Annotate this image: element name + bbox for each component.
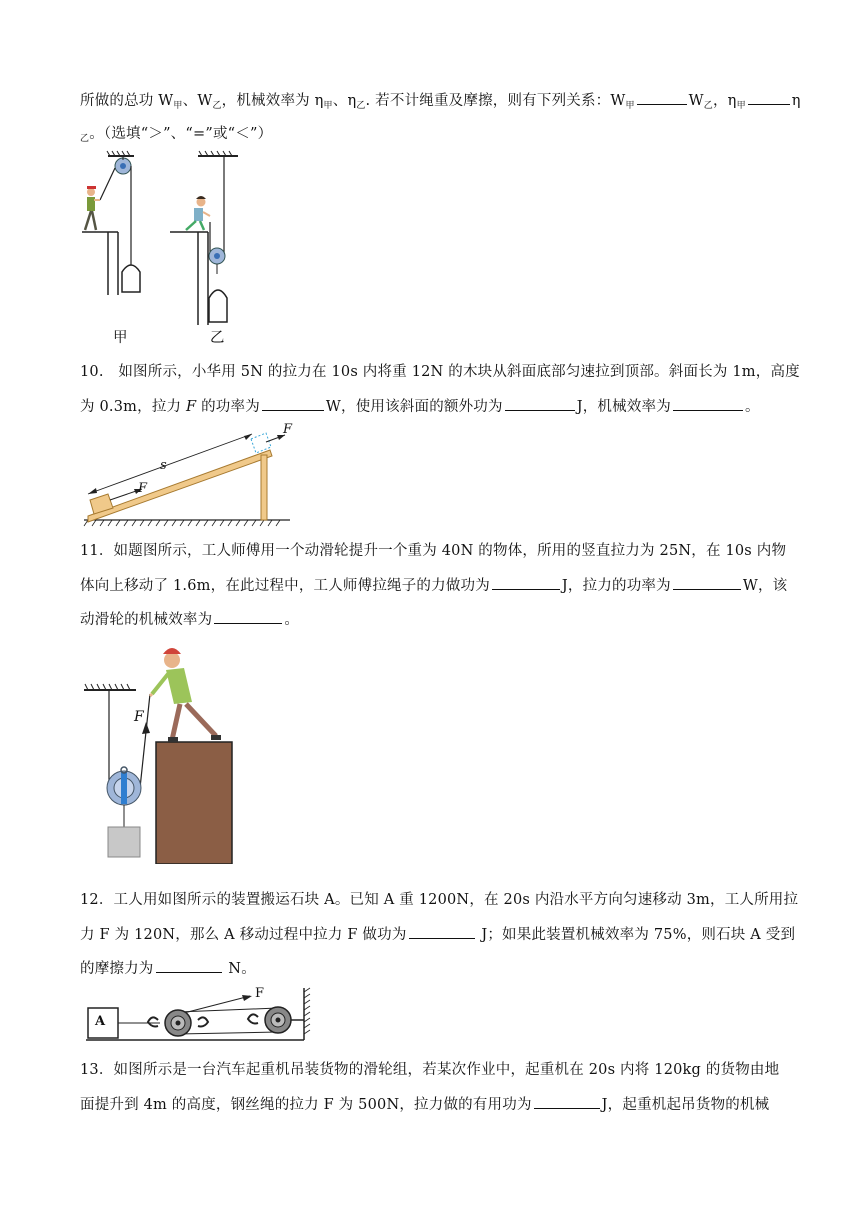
answer-blank[interactable] bbox=[505, 396, 575, 411]
q13-line-2: 面提升到 4m 的高度，钢丝绳的拉力 F 为 500N，拉力做的有用功为 J，起重机起吊货物的机械 bbox=[80, 1094, 780, 1115]
q11-line-1: 11．如题图所示，工人师傅用一个动滑轮提升一个重为 40N 的物体，所用的竖直拉力为 25N，在 10s 内物 bbox=[80, 543, 787, 559]
q10-line-2: 为 0.3m，拉力 F 的功率为 W，使用该斜面的额外功为 J，机械效率为 。 bbox=[80, 396, 780, 417]
q12-pulley-figure bbox=[82, 984, 314, 1046]
q13-line-1: 13．如图所示是一台汽车起重机吊装货物的滑轮组，若某次作业中，起重机在 20s 内将 120kg 的货物由地 bbox=[80, 1062, 780, 1078]
answer-blank[interactable] bbox=[637, 90, 687, 105]
answer-blank[interactable] bbox=[673, 575, 741, 590]
q12-line-2: 力 F 为 120N，那么 A 移动过程中拉力 F 做功为 J；如果此装置机械效率为 75%，则石块 A 受到 bbox=[80, 924, 780, 945]
q10-fig-F-top: F bbox=[283, 422, 293, 437]
q9-pulley-figure bbox=[78, 150, 258, 348]
q11-movable-pulley-figure bbox=[80, 632, 240, 864]
q12-fig-A: A bbox=[95, 1014, 106, 1029]
q10-fig-F-bottom: F bbox=[138, 481, 148, 496]
q9-fig-label-yi: 乙 bbox=[210, 330, 225, 346]
q9-line-1: 所做的总功 $W_甲$、$W_乙$，机械效率为 $\eta_甲$、$\eta_乙$. 若不计绳重及摩擦，则有下列关系：$W_甲$ $W_乙$，$\eta_甲$ η bbox=[80, 90, 780, 116]
q11-line-3: 动滑轮的机械效率为 。 bbox=[80, 609, 780, 630]
answer-blank[interactable] bbox=[492, 575, 560, 590]
q12-fig-F: F bbox=[255, 986, 265, 1001]
q11-fig-F: F bbox=[134, 709, 144, 725]
answer-blank[interactable] bbox=[156, 958, 222, 973]
q10-incline-figure bbox=[80, 422, 295, 528]
answer-blank[interactable] bbox=[214, 609, 282, 624]
q12-line-3: 的摩擦力为 N。 bbox=[80, 958, 780, 979]
answer-blank[interactable] bbox=[748, 90, 790, 105]
answer-blank[interactable] bbox=[534, 1094, 600, 1109]
q11-line-2: 体向上移动了 1.6m，在此过程中，工人师傅拉绳子的力做功为 J，拉力的功率为 W，该 bbox=[80, 575, 780, 596]
q9-fig-label-jia: 甲 bbox=[113, 330, 128, 346]
q9-line-2: $_乙$。（选填“＞”、“=”或“＜”） bbox=[80, 126, 273, 144]
q12-line-1: 12．工人用如图所示的装置搬运石块 A。已知 A 重 1200N，在 20s 内沿水平方向匀速移动 3m，工人所用拉 bbox=[80, 892, 799, 908]
answer-blank[interactable] bbox=[262, 396, 324, 411]
answer-blank[interactable] bbox=[673, 396, 743, 411]
answer-blank[interactable] bbox=[409, 924, 475, 939]
q10-fig-s: s bbox=[160, 458, 167, 473]
q10-line-1: 10. 如图所示，小华用 5N 的拉力在 10s 内将重 12N 的木块从斜面底部匀速拉到顶部。斜面长为 1m，高度 bbox=[80, 364, 800, 380]
